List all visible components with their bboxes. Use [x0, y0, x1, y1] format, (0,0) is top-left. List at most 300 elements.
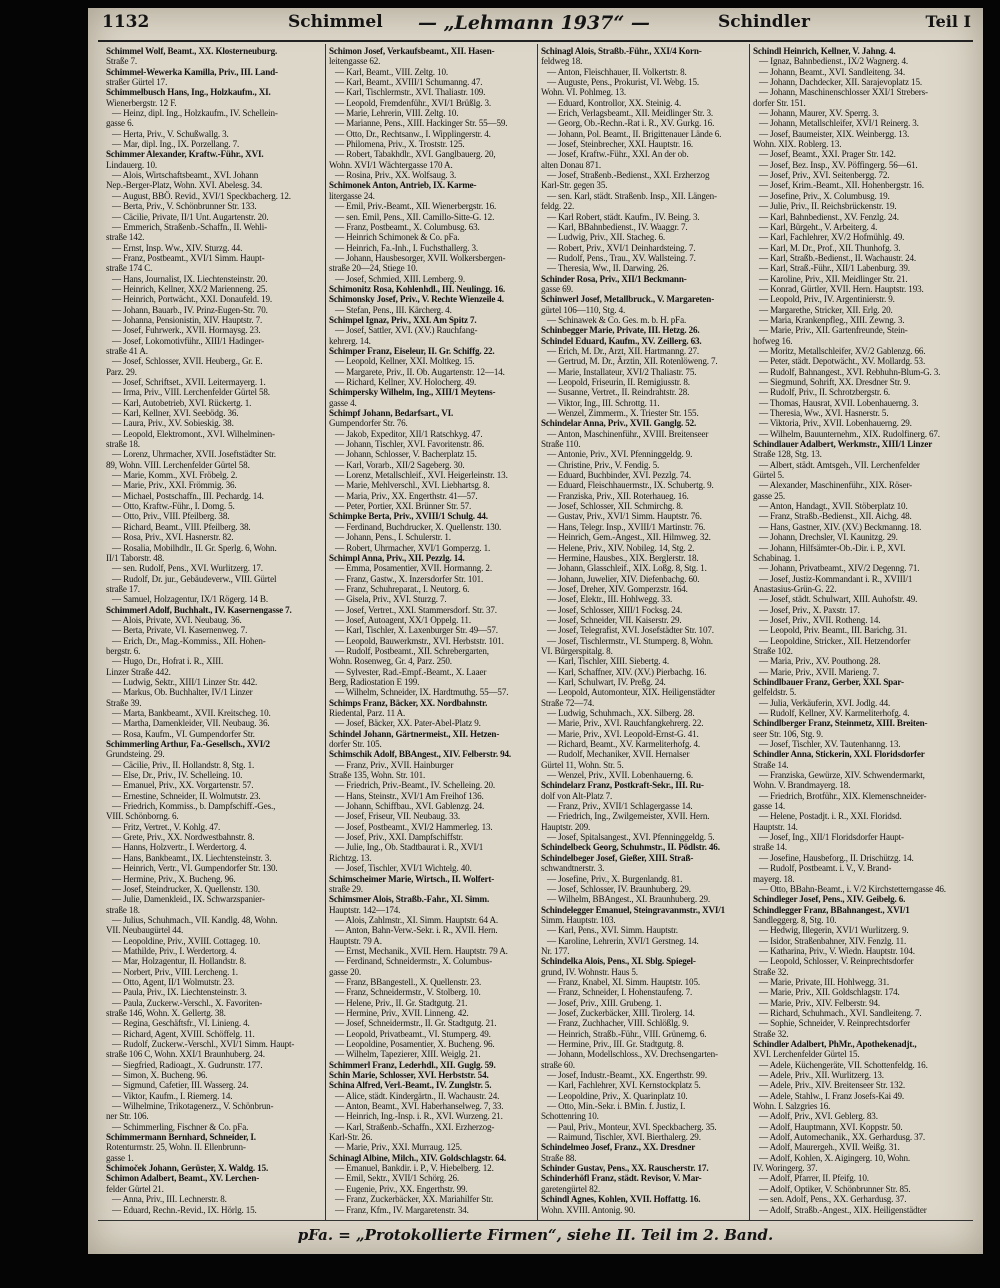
directory-entry-line: — Julia, Verkäuferin, XVI. Jodlg. 44.	[759, 697, 891, 708]
directory-entry-line: gasse 20.	[329, 966, 361, 977]
footer-rule	[98, 1220, 973, 1221]
directory-entry-line: Straße 32.	[753, 1028, 789, 1039]
directory-entry-line: — Johann, Hilfsämter-Ob.-Dir. i. P., XVI.	[759, 542, 906, 553]
directory-entry-line: feldweg 18.	[541, 56, 583, 67]
directory-entry-line: — Markus, Ob. Buchhalter, IV/1 Linzer	[112, 687, 253, 698]
directory-entry-line: — Paula, Zuckerw.-Verschl., X. Favoriten-	[112, 997, 263, 1008]
directory-entry-line: — Hermine, Hausbes., XIX. Berglerstr. 18.	[547, 552, 699, 563]
directory-entry-line: dorfer Str. 151.	[753, 97, 806, 108]
directory-entry-line: — Alice, städt. Kindergärtn., II. Wachaustr. 24.	[335, 1090, 500, 1101]
directory-entry-line: — Adele, Priv., XIV. Breitenseer Str. 132.	[759, 1080, 906, 1091]
directory-entry-line: — Josef, Postbeamt., XVI/2 Hammerleg. 13.	[335, 821, 493, 832]
directory-entry-heading: Schindel Eduard, Kaufm., XV. Zeillerg. 63.	[541, 335, 702, 346]
directory-entry-heading: Schimon Josef, Verkaufsbeamt., XII. Hasen-	[329, 46, 495, 56]
directory-entry-line: — Sophie, Schneider, V. Reinprechtsdorfer	[759, 1018, 910, 1029]
directory-entry-line: — Rudolf, Mechaniker, XVII. Hernalser	[547, 749, 690, 760]
header-part-label: Teil I	[925, 12, 971, 31]
directory-entry-line: — Anton, Fleischhauer, II. Volkertstr. 8.	[547, 66, 687, 77]
directory-entry-heading: Schimoček Johann, Gerüster, X. Waldg. 15.	[106, 1163, 269, 1174]
directory-entry-line: — Margarethe, Stricker, XII. Erlg. 20.	[759, 304, 893, 315]
column-divider	[537, 44, 538, 1220]
directory-entry-line: — Hermine, Priv., X. Bucheng. 96.	[112, 873, 236, 884]
column-divider	[749, 44, 750, 1220]
directory-entry-line: Straße 39.	[106, 697, 142, 708]
directory-entry-line: — Karl, Beamt., XVIII/1 Schumanng. 47.	[335, 77, 483, 88]
directory-entry-line: Lindauerg. 10.	[106, 159, 158, 170]
directory-entry-line: — Robert, Priv., XVI/1 Deinhardsteing. 7.	[547, 242, 696, 253]
directory-entry-line: — Karl, Straßenb.-Schaffn., XXI. Erzherzog-	[335, 1121, 495, 1132]
directory-entry-line: — Franz, Kfm., IV. Margaretenstr. 34.	[335, 1204, 469, 1215]
directory-entry-line: — Katharina, Priv., V. Wiedn. Hauptstr. 104.	[759, 945, 915, 956]
directory-entry-heading: Schindler Adalbert, PhMr., Apothekenadjt.,	[753, 1039, 917, 1049]
directory-entry-line: — Karl, Straß.-Führ., XII/1 Labenburg. 39.	[759, 263, 910, 274]
directory-entry-line: Wohn. XVIII. Antonig. 90.	[541, 1204, 636, 1215]
directory-entry-line: — Simon, X. Bucheng. 96.	[112, 1070, 208, 1081]
directory-entry-line: — Ludwig, Sektr., XIII/1 Linzer Str. 442.	[112, 676, 258, 687]
directory-entry-heading: Schimmelbusch Hans, Ing., Holzkaufm., XI.	[106, 87, 271, 98]
directory-entry-line: — Adolf, Priv., XVI. Geblerg. 83.	[759, 1111, 878, 1122]
directory-entry-line: Wohn. XVI/1 Wächtergasse 170 A.	[329, 159, 453, 170]
directory-entry-line: — Karl, BBahnbedienst., IV. Waaggr. 7.	[547, 221, 688, 232]
directory-entry-line: — Paula, Priv., IX. Liechtensteinstr. 3.	[112, 987, 247, 998]
directory-entry-line: — Josef, Schneider, VII. Kaiserstr. 29.	[547, 614, 682, 625]
directory-entry-line: — Karl, Schaffner, XIV. (XV.) Pierbachg. 16.	[547, 666, 707, 677]
directory-entry-line: — Emanuel, Priv., XX. Vorgartenstr. 57.	[112, 780, 254, 791]
directory-entry-line: — Karl, Tischler, X. Laxenburger Str. 49—57.	[335, 625, 498, 636]
directory-entry-line: straße 17.	[106, 583, 140, 594]
directory-entry-line: — Wilhelm, Schneider, IX. Hardtmuthg. 55—57.	[335, 687, 509, 698]
directory-entry-line: — sen. Adolf, Pens., XX. Gerhardusg. 37.	[759, 1194, 907, 1205]
directory-entry-line: — Marianne, Pens., XIII. Hackinger Str. 55—59.	[335, 118, 508, 129]
directory-entry-line: — Emanuel, Bankdir. i. P., V. Hiebelberg. 12.	[335, 1163, 494, 1174]
directory-entry-line: — Leopold, Bauwerkmstr., XVI. Herbststr. 101.	[335, 635, 504, 646]
directory-entry-heading: Schina Alfred, Verl.-Beamt., IV. Zunglstr. 5.	[329, 1080, 492, 1091]
directory-entry-line: gasse 25.	[753, 490, 785, 501]
directory-entry-line: — Marie, Priv., XII. Goldschlagstr. 174.	[759, 987, 900, 998]
directory-entry-line: — Adolf, Kohlen, X. Aigingerg. 10, Wohn.	[759, 1152, 911, 1163]
directory-entry-line: — Karl, Pens., XVI. Simm. Hauptstr.	[547, 925, 678, 936]
directory-entry-line: Straße 110.	[541, 439, 581, 450]
directory-entry-line: — Franz, BBangestell., X. Quellenstr. 23.	[335, 976, 482, 987]
directory-entry-line: — Eduard, Rechn.-Revid., IX. Hörlg. 15.	[112, 1204, 257, 1215]
directory-entry-line: — Otto, Min.-Sekr. i. BMin. f. Justiz, I.	[547, 1101, 686, 1112]
directory-entry-line: — Johann, Schlosser, V. Bacherplatz 15.	[335, 449, 477, 460]
directory-entry-line: — Siegmund, Sohrift, XX. Dresdner Str. 9.	[759, 377, 911, 387]
directory-entry-line: litergasse 24.	[329, 190, 375, 201]
directory-page	[88, 8, 983, 1254]
directory-entry-heading: Schindlegger Franz, BBahnangest., XVI/1	[753, 904, 910, 915]
directory-entry-heading: Schindlberger Franz, Steinmetz, XIII. Breiten-	[753, 718, 928, 729]
directory-entry-line: Wohn. I. Salzgries 16.	[753, 1101, 831, 1112]
directory-entry-line: — Julie, Damenkleid., IX. Schwarzspanier-	[112, 894, 265, 905]
column-divider	[325, 44, 326, 1220]
directory-entry-line: — Rosalia, Mobilhdlr., II. Gr. Sperlg. 6, Wohn.	[112, 542, 277, 553]
directory-entry-line: — Julie, Ing., Ob. Stadtbaurat i. R., XVI/1	[335, 842, 484, 853]
directory-entry-line: — Marta, Bankbeamt., XVII. Kreitscheg. 10.	[112, 708, 271, 718]
directory-entry-line: — Maria, Priv., XV. Pouthong. 28.	[759, 656, 881, 667]
directory-entry-line: Rotenturmstr. 25, Wohn. II. Ellenbrunn-	[106, 1142, 246, 1153]
directory-entry-line: — Josef, Priv., XVII. Rotheng. 14.	[759, 614, 881, 625]
directory-entry-line: — Gertrud, M. Dr., Ärztin, XII. Rotenlöweng. 7.	[547, 356, 718, 367]
directory-entry-heading: Schimpersky Wilhelm, Ing., XIII/1 Meytens-	[329, 387, 496, 398]
directory-entry-line: — Josef, Schlosser, XIII/1 Focksg. 24.	[547, 604, 683, 615]
directory-entry-line: — Viktor, Ing., III. Schrottg. 11.	[547, 397, 660, 408]
directory-entry-line: grund, IV. Wohnstr. Haus 5.	[541, 966, 638, 977]
directory-entry-line: — Otto, Dr., Rechtsanw., I. Wipplingerstr. 4.	[335, 128, 491, 139]
directory-entry-line: Gürtel 5.	[753, 470, 784, 481]
directory-entry-heading: Schimschik Adolf, BBAngest., XIV. Felberstr. 94.	[329, 749, 512, 760]
directory-entry-line: — Wilhelm, BBAngest., XI. Braunhuberg. 29.	[547, 894, 710, 905]
directory-entry-line: — Adolf, Optiker, V. Schönbrunner Str. 85.	[759, 1183, 911, 1194]
directory-entry-line: — Heinrich, Ing.-Insp. i. R., XVI. Wurzeng. 21.	[335, 1111, 503, 1122]
directory-entry-heading: Schindelegger Emanuel, Steingravanmstr., XVI/1	[541, 904, 726, 915]
directory-entry-heading: Schimonek Anton, Antrieb, IX. Karme-	[329, 180, 477, 191]
directory-entry-heading: Schindelar Anna, Priv., XVII. Ganglg. 52.	[541, 418, 697, 429]
directory-entry-heading: Schimmel-Wewerka Kamilla, Priv., III. Land-	[106, 66, 278, 77]
directory-entry-line: — Richard, Agent, XVIII. Schöffelg. 11.	[112, 1028, 255, 1039]
directory-entry-line: II/1 Taborstr. 48.	[106, 552, 165, 563]
directory-entry-line: straße 14.	[753, 842, 787, 853]
directory-entry-line: — Karl, Fachlehrer, XV/2 Hofmühlg. 49.	[759, 232, 905, 243]
directory-entry-line: — Franz, Zuckerbäcker, XX. Mariahilfer Str.	[335, 1194, 494, 1205]
directory-entry-line: — Karoline, Priv., XII. Meidlinger Str. 21.	[759, 273, 908, 284]
directory-entry-line: — Mar, Holzagentur, II. Hollandstr. 8.	[112, 956, 246, 967]
directory-entry-heading: Schimmermann Bernhard, Schneider, I.	[106, 1132, 256, 1143]
directory-entry-line: straße 29.	[329, 883, 363, 894]
directory-entry-line: — Heinrich, Gem.-Angest., XII. Hilmweg. 32.	[547, 532, 711, 543]
directory-entry-line: dorfer Str. 105.	[329, 739, 382, 750]
directory-entry-line: — Franziska, Gewürze, XIV. Schwendermarkt,	[759, 770, 925, 781]
directory-entry-line: straße 60.	[541, 1059, 575, 1070]
directory-entry-line: — Mar, dipl. Ing., IX. Porzellang. 7.	[112, 139, 240, 150]
directory-entry-heading: Schindel Johann, Gärtnermeist., XII. Hetzen-	[329, 728, 500, 739]
directory-entry-line: — Isidor, Straßenbahner, XIV. Fenzlg. 11.	[759, 935, 907, 946]
directory-entry-line: — Gisela, Priv., XVI. Sturzg. 7.	[335, 594, 447, 605]
directory-entry-line: — Adolf, Automechanik., XX. Gerhardusg. 37.	[759, 1132, 926, 1143]
directory-entry-line: — Wenzel, Zimmerm., X. Triester Str. 155.	[547, 408, 699, 419]
directory-entry-line: — Leopoldine, Stricker., XII. Hetzendorfer	[759, 635, 911, 646]
directory-entry-line: — Fritz, Vertret., V. Kohlg. 47.	[112, 821, 221, 832]
directory-entry-line: — sen. Rudolf, Pens., XVI. Wurlitzerg. 17.	[112, 563, 263, 574]
directory-entry-line: — Grete, Priv., XX. Nordwestbahnstr. 8.	[112, 832, 255, 843]
directory-entry-line: — Lorenz, Uhrmacher, XVII. Joseftstädter Str.	[112, 449, 276, 460]
directory-entry-line: — Susanne, Vertret., II. Reindrahtstr. 28.	[547, 387, 690, 398]
directory-entry-line: — Hans, Steinstr., XVI/1 Am Freihof 136.	[335, 790, 484, 801]
directory-entry-line: — Rudolf, Kellner, XV. Karmeliterhofg. 4.	[759, 708, 910, 718]
directory-entry-line: — Sylvester, Rad.-Empf.-Beamt., X. Laaer	[335, 666, 487, 677]
directory-entry-heading: Schindelmeo Josef, Franz., XX. Dresdner	[541, 1142, 696, 1153]
directory-entry-line: — Johann, Metallschleifer, XVI/1 Reinerg. 3.	[759, 118, 919, 129]
directory-entry-heading: Schimper Franz, Eiseleur, II. Gr. Schiffg. 22.	[329, 345, 495, 356]
directory-entry-line: — Friedrich, Brotführ., XIX. Klemenschneider-	[759, 790, 927, 801]
directory-entry-line: gasse 69.	[541, 283, 573, 294]
directory-entry-line: — Josef, Ing., XII/1 Floridsdorfer Haupt-	[759, 832, 904, 843]
header-last-keyword: Schindler	[718, 12, 810, 32]
directory-entry-heading: Schindlauer Adalbert, Werkmstr., XIII/1 Linzer	[753, 439, 933, 450]
directory-entry-line: Nr. 177.	[541, 945, 570, 956]
directory-entry-line: — Robert, Uhrmacher, XVI/1 Gomperzg. 1.	[335, 542, 491, 553]
directory-entry-line: — Heinrich, Portwächt., XXI. Donaufeld. 19.	[112, 294, 272, 305]
directory-entry-line: XVI. Lerchenfelder Gürtel 15.	[753, 1049, 860, 1060]
directory-entry-line: — Otto, Priv., VIII. Pfeilberg. 38.	[112, 511, 230, 522]
directory-column-2	[329, 46, 541, 1216]
directory-entry-line: — Rudolf, Priv., II. Schrotzbergstr. 6.	[759, 387, 891, 398]
directory-entry-heading: Schimmerling Arthur, Fa.-Gesellsch., XVI/2	[106, 739, 270, 750]
directory-entry-line: — Karl, Fachlehrer, XVI. Kernstockplatz 5.	[547, 1080, 701, 1091]
directory-entry-line: gürtel 106—110, Stg. 4.	[541, 304, 626, 315]
directory-entry-line: — Richard, Beamt., VIII. Pfeilberg. 38.	[112, 521, 251, 532]
directory-entry-line: — Erich, M. Dr., Arzt, XII. Hartmanng. 27.	[547, 345, 700, 356]
directory-entry-line: — Hans, Gastner, XIV. (XV.) Beckmanng. 18.	[759, 521, 922, 532]
directory-entry-line: — Heinrich, Fa.-Inh., I. Fuchsthallerg. 3.	[335, 242, 479, 253]
directory-entry-heading: Schimonsky Josef, Priv., V. Rechte Wienzeile 4.	[329, 294, 504, 305]
directory-entry-line: — Heinrich Schimonek & Co. pFa.	[335, 232, 460, 243]
directory-entry-line: — Josef, Bäcker, XX. Pater-Abel-Platz 9.	[335, 718, 481, 729]
directory-entry-line: — Leopold, Automonteur, XIX. Heiligenstädter	[547, 687, 716, 698]
directory-entry-line: — Josef, Schlosser, XII. Schmirchg. 8.	[547, 501, 683, 512]
directory-entry-line: — Marie, Priv., XII. Gartenfreunde, Stein-	[759, 325, 908, 336]
directory-entry-line: — Adele, Küchengeräte, VII. Schottenfeldg. 16.	[759, 1059, 928, 1070]
directory-entry-heading: Schimon Adalbert, Beamt., XV. Lerchen-	[106, 1173, 260, 1184]
directory-entry-heading: Schimonitz Rosa, Kohlenhdl., III. Neulingg. 16.	[329, 283, 506, 294]
directory-entry-line: — Michael, Postschaffn., III. Pechardg. 14.	[112, 490, 264, 501]
directory-entry-line: — Josef, Justiz-Kommandant i. R., XVIII/1	[759, 573, 913, 584]
directory-entry-line: — Viktoria, Priv., XVII. Lobenhauerng. 29.	[759, 418, 912, 429]
directory-entry-line: hofweg 16.	[753, 335, 793, 346]
directory-entry-line: — Cäcilie, Private, II/1 Unt. Augartenstr. 20.	[112, 211, 269, 222]
directory-entry-line: straße 146, Wohn. X. Gellertg. 38.	[106, 1007, 226, 1018]
directory-entry-line: — Ernestine, Schneider, II. Wolmutstr. 23.	[112, 790, 261, 801]
directory-entry-line: — Otto, BBahn-Beamt., i. V/2 Kirchstetterngasse 46.	[759, 883, 946, 894]
directory-entry-line: — Berta, Priv., V. Schönbrunner Str. 133.	[112, 201, 257, 212]
directory-entry-line: — Josef, Friseur, VII. Neubaug. 33.	[335, 811, 461, 822]
directory-entry-line: — Franz, Postbeamt., X. Columbusg. 63.	[335, 221, 480, 232]
directory-entry-line: alten Donau 871.	[541, 159, 601, 170]
directory-entry-line: Straße 7.	[106, 56, 137, 67]
directory-entry-line: — Josef, Fuhrwerk., XVII. Hormaysg. 23.	[112, 325, 261, 336]
directory-entry-line: — Eduard, Buchbinder, XVI. Pezzlg. 74.	[547, 470, 691, 481]
directory-entry-line: — Hermine, Priv., III. Gr. Stadtgutg. 8.	[547, 1039, 684, 1049]
directory-entry-line: — Franz, Knabel, XI. Simm. Hauptstr. 105.	[547, 976, 700, 987]
directory-entry-line: — Josef, Vertret., XXI. Stammersdorf. Str. 37.	[335, 604, 497, 615]
directory-entry-line: Linzer Straße 442.	[106, 666, 171, 677]
directory-entry-line: — Rudolf, Pens., Trau., XV. Wallsteing. 7.	[547, 252, 696, 263]
directory-entry-line: gasse 14.	[753, 801, 785, 812]
directory-entry-line: — Josef, Schmied, XIII. Lemberg. 9.	[335, 273, 465, 284]
directory-entry-line: — Emil, Priv.-Beamt., XII. Wienerbergstr. 16.	[335, 201, 497, 212]
directory-entry-line: — Franz, Postbeamt., XVI/1 Simm. Haupt-	[112, 252, 265, 263]
directory-entry-line: — Norbert, Priv., VIII. Lercheng. 1.	[112, 966, 238, 977]
directory-entry-line: seer Str. 106, Stg. 9.	[753, 728, 823, 739]
directory-entry-line: leitengasse 62.	[329, 56, 381, 67]
directory-entry-heading: Schinder Rosa, Priv., XII/1 Beckmann-	[541, 273, 687, 284]
directory-entry-line: — Friedrich, Ing., Zwilgemeister, XVII. Hern.	[547, 811, 710, 822]
directory-entry-line: — Ernst, Insp. Ww., XIV. Sturzg. 44.	[112, 242, 243, 253]
directory-entry-line: — Hans, Journalist, IX. Liechtensteinstr. 20.	[112, 273, 268, 284]
directory-entry-line: — Marie, Lehrerin, VIII. Zeltg. 10.	[335, 108, 459, 119]
directory-entry-line: — Josef, Baumeister, XIX. Weinbergg. 13.	[759, 128, 910, 139]
directory-entry-line: Hauptstr. 209.	[541, 821, 591, 832]
directory-entry-line: — Marie, Priv., XXI. Frömmig. 36.	[112, 480, 237, 491]
directory-entry-line: — Johann, Beamt., XVI. Sandleiteng. 34.	[759, 66, 905, 77]
directory-entry-line: VI. Bürgerspitalg. 8.	[541, 645, 613, 656]
directory-entry-line: felder Gürtel 21.	[106, 1183, 164, 1194]
directory-entry-line: — Heinrich, Straßb.-Führ., VIII. Grünemg. 6.	[547, 1028, 707, 1039]
directory-entry-line: — Josefine, Priv., X. Columbusg. 19.	[759, 190, 890, 201]
directory-entry-line: Berg, Radiostation E 199.	[329, 676, 420, 687]
directory-entry-line: — Josef, Industr.-Beamt., XX. Engerthstr. 99.	[547, 1070, 707, 1081]
directory-entry-line: — Helene, Priv., II. Gr. Stadtgutg. 21.	[335, 997, 468, 1008]
directory-entry-heading: Schindelbeck Georg, Schuhmstr., II. Pödlstr. 46.	[541, 842, 720, 853]
directory-entry-heading: Schinder Gustav, Pens., XX. Rauscherstr. 17.	[541, 1163, 709, 1174]
directory-entry-line: Parz. 29.	[106, 366, 137, 377]
directory-entry-line: — Alois, Private, XVI. Neubaug. 36.	[112, 614, 242, 625]
directory-entry-line: — Ferdinand, Buchdrucker, X. Quellenstr. 130.	[335, 521, 502, 532]
directory-entry-line: Schabinag. 1.	[753, 552, 801, 563]
directory-entry-line: — Christine, Priv., V. Fendig. 5.	[547, 459, 660, 470]
directory-entry-line: — Wilhelmine, Trikotagenerz., V. Schönbrun-	[112, 1101, 274, 1112]
directory-entry-line: — Johann, Maurer, XV. Sperrg. 3.	[759, 108, 879, 119]
directory-entry-line: — Anton, Beamt., XVI. Haberhanselweg. 7, 33.	[335, 1101, 504, 1112]
directory-entry-line: — Franz, Priv., XVII. Hainburger	[335, 759, 454, 770]
directory-entry-line: — Berta, Private, VI. Kasernenweg. 7.	[112, 625, 248, 636]
directory-entry-line: — Josef, Priv., XXI. Dampfschiffstr.	[335, 832, 463, 843]
directory-entry-line: Hauptstr. 79 A.	[329, 935, 382, 946]
directory-entry-line: straße 142.	[106, 232, 145, 243]
directory-entry-heading: Schimmerl Franz, Lederhdl., XII. Guglg. 59.	[329, 1059, 496, 1070]
directory-entry-line: — Herta, Priv., V. Schußwallg. 3.	[112, 128, 229, 139]
directory-entry-line: — Hermine, Priv., XVII. Linneng. 42.	[335, 1007, 469, 1018]
directory-entry-line: — Theresia, Ww., II. Darwing. 26.	[547, 263, 669, 274]
directory-entry-heading: Schindlbauer Franz, Gerber, XXI. Spar-	[753, 676, 904, 687]
directory-entry-line: — Karl, Kellner, XVI. Seebödg. 36.	[112, 408, 239, 419]
header-rule	[98, 40, 973, 42]
directory-column-1	[106, 46, 318, 1216]
directory-entry-line: — Johann, Juwelier, XIV. Diefenbachg. 60.	[547, 573, 700, 584]
directory-entry-line: — Maria, Krankenpfleg., XIII. Zewng. 3.	[759, 314, 905, 325]
directory-entry-line: — Siegfried, Radioagt., X. Gudrunstr. 177.	[112, 1059, 263, 1070]
directory-entry-line: — Johann, Bauarb., IV. Prinz-Eugen-Str. 70.	[112, 304, 268, 315]
directory-entry-line: — Gustav, Priv., XVI/1 Simm. Hauptstr. 76.	[547, 511, 702, 522]
directory-entry-line: — Lorenz, Metallschleif., XVI. Heigerleinstr. 13.	[335, 470, 508, 481]
directory-entry-line	[541, 1215, 753, 1216]
directory-entry-line: — Marie, Mehlverschl., XVI. Liebhartsg. 8.	[335, 480, 490, 491]
directory-entry-line: dolf von Alt-Platz 7.	[541, 790, 613, 801]
directory-entry-line: — Stefan, Pens., III. Kärcherg. 4.	[335, 304, 452, 315]
directory-entry-line: 89, Wohn. VIII. Lerchenfelder Gürtel 58.	[106, 459, 250, 470]
directory-entry-heading: Schindl Heinrich, Kellner, V. Jahng. 4.	[753, 46, 896, 56]
directory-entry-line: — Marie, Priv., XIV. Felberstr. 94.	[759, 997, 881, 1008]
directory-entry-line: — Samuel, Holzagentur, IX/1 Rögerg. 14 B.	[112, 594, 268, 605]
directory-entry-line: — Hedwig, Illegerin, XVI/1 Wurlitzerg. 9.	[759, 925, 909, 936]
directory-entry-line: — Laura, Priv., XV. Sobieskig. 38.	[112, 418, 234, 429]
directory-entry-line: — Josef, Schlosser, XVII. Heuberg., Gr. E.	[112, 356, 263, 367]
directory-entry-line: — Johann, Dachdecker, XII. Sarajevoplatz 15.	[759, 77, 922, 88]
directory-entry-line: — Erich, Verlagsbeamt., XII. Meidlinger Str. 3.	[547, 108, 714, 119]
directory-entry-line: — Moritz, Metallschleifer, XV/2 Gablenzg. 66.	[759, 345, 926, 356]
directory-entry-line: — Franz, Priv., XVII/1 Schlagergasse 14.	[547, 801, 693, 812]
directory-entry-line: — Adele, Stahlw., I. Franz Josefs-Kai 49.	[759, 1090, 905, 1101]
directory-entry-line: — Karl, Autobetrieb, XVI. Rückertg. 1.	[112, 397, 252, 408]
directory-entry-line: — Josef, Priv., XIII. Grubeng. 1.	[547, 997, 662, 1008]
directory-entry-line: — Marie, Priv., XVII. Marieng. 7.	[759, 666, 879, 677]
directory-entry-line: — Franz, Gastw., X. Inzersdorfer Str. 101.	[335, 573, 484, 584]
directory-entry-line: — Anna, Priv., III. Lechnerstr. 8.	[112, 1194, 227, 1205]
directory-entry-line: — Adolf, Straßb.-Angest., XIX. Heiligenstädter	[759, 1204, 927, 1215]
directory-entry-line: — Leopold, Schlosser, V. Reinprechtsdorfer	[759, 956, 914, 967]
directory-entry-line: schwandtnerstr. 3.	[541, 863, 605, 874]
directory-entry-line: — Philomena, Priv., X. Troststr. 125.	[335, 139, 465, 150]
directory-entry-line: — Raimund, Tischler, XVI. Bierthalerg. 29.	[547, 1132, 701, 1143]
directory-entry-line: — Helene, Postadjt. i. R., XXI. Floridsd.	[759, 811, 902, 822]
directory-entry-line: — Leopold, Privatbeamt., VI. Stumperg. 49.	[335, 1028, 491, 1039]
directory-entry-heading: Schindl Agnes, Kohlen, XVII. Hoffattg. 16.	[541, 1194, 701, 1205]
directory-entry-line: — Karl Robert, städt. Kaufm., IV. Being. 3.	[547, 211, 700, 222]
directory-entry-line: IV. Woringerg. 37.	[753, 1163, 818, 1174]
directory-entry-heading: Schimscheimer Marie, Wirtsch., II. Wolfert-	[329, 873, 495, 884]
directory-entry-line: — Josef, Elektr., III. Hohlwegg. 33.	[547, 594, 673, 605]
directory-entry-line: — Eduard, Kontrollor, XX. Steinig. 4.	[547, 97, 682, 108]
directory-entry-line: — Konrad, Gürtler, XVII. Hern. Hauptstr. 193.	[759, 283, 924, 294]
directory-entry-line	[329, 1215, 541, 1216]
directory-entry-line: — Jakob, Expeditor, XII/1 Ratschkyg. 47.	[335, 428, 483, 439]
directory-entry-line: — Otto, Agent, II/1 Wolmutstr. 23.	[112, 976, 235, 987]
directory-entry-line: — Hugo, Dr., Hofrat i. R., XIII.	[112, 656, 224, 667]
directory-entry-line: — Josef, Kraftw.-Führ., XXI. An der ob.	[547, 149, 689, 160]
header-title: — „Lehmann 1937“ —	[418, 12, 650, 34]
directory-entry-line: Straße 32.	[753, 966, 789, 977]
directory-entry-line: — Sigmund, Cafetier, III. Wasserg. 24.	[112, 1080, 249, 1091]
directory-entry-line: garetengürtel 82.	[541, 1183, 601, 1194]
directory-entry-line: — Irma, Priv., VIII. Lerchenfelder Gürtel 58.	[112, 387, 270, 398]
directory-entry-line: Riedental, Parz. 11 A.	[329, 708, 406, 718]
directory-entry-line: Wienerbergstr. 12 F.	[106, 97, 177, 108]
directory-entry-line: — Johanna, Pensionistin, XIV. Hauptstr. 7.	[112, 314, 263, 325]
directory-entry-line: — Theresia, Ww., XVI. Hasnerstr. 5.	[759, 408, 889, 419]
directory-entry-line: Straße 135, Wohn. Str. 101.	[329, 770, 426, 781]
directory-entry-line: Gürtel 11, Wohn. Str. 5.	[541, 759, 624, 770]
directory-entry-line: — Johann, Privatbeamt., XIV/2 Degenng. 71.	[759, 563, 920, 574]
directory-entry-line: — Johann, Modellschloss., XV. Drechsengarten-	[547, 1049, 718, 1060]
directory-entry-line: — Marie, Priv., XVI. Rauchfangkehrerg. 22.	[547, 718, 704, 729]
directory-entry-line: — Schinawek & Co. Ges. m. b. H. pFa.	[547, 314, 687, 325]
directory-entry-line: — Viktor, Kaufm., I. Riemerg. 14.	[112, 1090, 233, 1101]
directory-entry-line	[753, 1215, 965, 1216]
directory-entry-line: — Marie, Priv., XVI. Leopold-Ernst-G. 41.	[547, 728, 699, 739]
directory-entry-line: — Josef, Bez. Insp., XV. Pöffingerg. 56—61.	[759, 159, 918, 170]
directory-entry-line: — Josef, Autoagent, XX/1 Oppelg. 11.	[335, 614, 471, 625]
directory-entry-line: — Rudolf, Dr. jur., Gebäudeverw., VIII. Gürtel	[112, 573, 277, 584]
directory-entry-line: — Franz, Straßb.-Bedienst., XII. Aichg. 48.	[759, 511, 912, 522]
directory-entry-line: — Peter, städt. Depotwächt., XV. Mollardg. 53.	[759, 356, 926, 367]
directory-entry-line: — Leopold, Elektromont., XVI. Wilhelminen-	[112, 428, 275, 439]
directory-entry-line: — Robert, Tabakhdlr., XVI. Ganglbauerg. 20,	[335, 149, 496, 160]
directory-entry-heading: Schinbegger Marie, Private, III. Hetzg. 26.	[541, 325, 700, 336]
directory-entry-line: — Karl, Beamt., VIII. Zeltg. 10.	[335, 66, 448, 77]
directory-entry-line: — Cäcilie, Priv., II. Hollandstr. 8, Stg. 1.	[112, 759, 255, 770]
directory-entry-line: Wohn. V. Brandmayerg. 18.	[753, 780, 851, 791]
directory-entry-line: — Josef, Lokomotivführ., XIII/1 Hadinger-	[112, 335, 265, 346]
directory-entry-line: — Leopold, Priv., IV. Argentinierstr. 9.	[759, 294, 895, 305]
directory-entry-line: Straße 72—74.	[541, 697, 595, 708]
directory-entry-line: — sen. Emil, Pens., XII. Camillo-Sitte-G. 12.	[335, 211, 495, 222]
directory-entry-line: — Anton, Maschinenführ., XVIII. Breitenseer	[547, 428, 709, 439]
directory-entry-line: — Josef, Sattler, XVI. (XV.) Rauchfang-	[335, 325, 478, 336]
directory-entry-line: Straße 128, Stg. 13.	[753, 449, 822, 460]
directory-entry-line: — Julius, Schuhmach., VII. Kandlg. 48, Wohn.	[112, 914, 278, 925]
directory-entry-heading: Schimpke Berta, Priv., XVIII/1 Schulg. 44.	[329, 511, 488, 522]
directory-entry-line: — Marie, Installateur, XVI/2 Thaliastr. 75.	[547, 366, 697, 377]
